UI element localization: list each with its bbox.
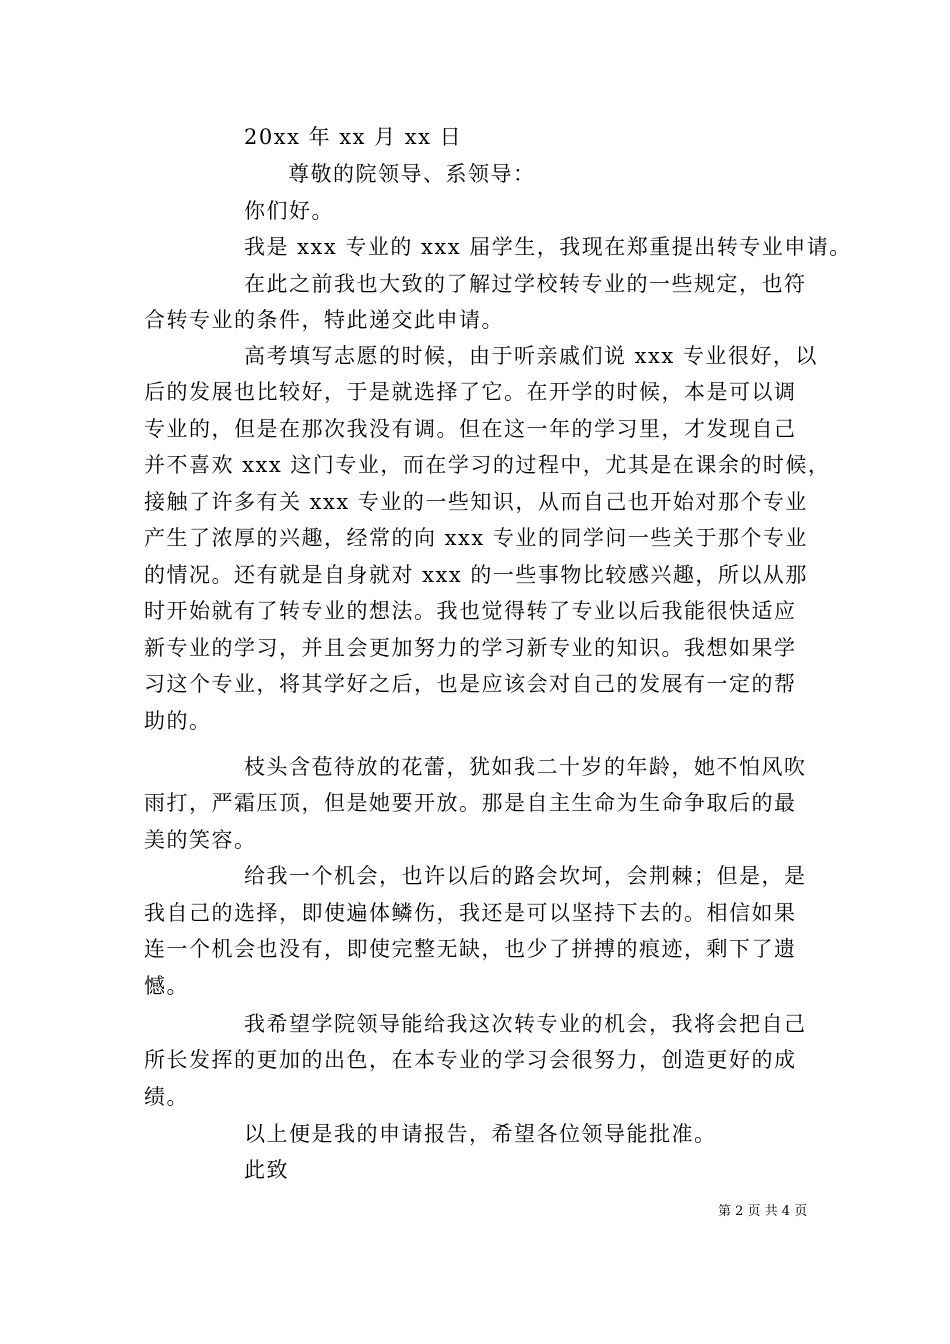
body-line: 所长发挥的更加的出色，在本专业的学习会很努力，创造更好的成 — [144, 1048, 797, 1072]
closing-line: 此致 — [244, 1158, 289, 1182]
body-line: 合转专业的条件，特此递交此申请。 — [144, 308, 504, 332]
body-line: 绩。 — [144, 1085, 189, 1109]
body-line: 助的。 — [144, 709, 212, 733]
body-line: 我自己的选择，即使遍体鳞伤，我还是可以坚持下去的。相信如果 — [144, 901, 797, 925]
body-line: 的情况。还有就是自身就对 xxx 的一些事物比较感兴趣，所以从那 — [144, 563, 808, 587]
body-line: 接触了许多有关 xxx 专业的一些知识，从而自己也开始对那个专业 — [144, 490, 808, 514]
body-line: 习这个专业，将其学好之后，也是应该会对自己的发展有一定的帮 — [144, 672, 797, 696]
body-line: 美的笑容。 — [144, 828, 257, 852]
greeting-line: 你们好。 — [244, 199, 334, 223]
body-line: 专业的，但是在那次我没有调。但在这一年的学习里，才发现自己 — [144, 417, 797, 441]
body-line: 雨打，严霜压顶，但是她要开放。那是自主生命为生命争取后的最 — [144, 791, 797, 815]
body-line: 并不喜欢 xxx 这门专业，而在学习的过程中，尤其是在课余的时候， — [144, 453, 831, 477]
body-line: 枝头含苞待放的花蕾，犹如我二十岁的年龄，她不怕风吹 — [244, 755, 807, 779]
body-line: 我希望学院领导能给我这次转专业的机会，我将会把自己 — [244, 1012, 807, 1036]
body-line: 我是 xxx 专业的 xxx 届学生，我现在郑重提出转专业申请。 — [244, 235, 852, 259]
body-line: 时开始就有了转专业的想法。我也觉得转了专业以后我能很快适应 — [144, 599, 797, 623]
salutation-line: 尊敬的院领导、系领导： — [288, 162, 536, 186]
body-line: 憾。 — [144, 974, 189, 998]
page-number: 第 2 页 共 4 页 — [718, 1204, 808, 1219]
body-line: 产生了浓厚的兴趣，经常的向 xxx 专业的同学问一些关于那个专业 — [144, 526, 808, 550]
body-line: 高考填写志愿的时候，由于听亲戚们说 xxx 专业很好，以 — [244, 344, 818, 368]
body-line: 在此之前我也大致的了解过学校转专业的一些规定，也符 — [244, 272, 807, 296]
body-line: 新专业的学习，并且会更加努力的学习新专业的知识。我想如果学 — [144, 636, 797, 660]
date-line: 20xx 年 xx 月 xx 日 — [244, 125, 463, 149]
body-line: 后的发展也比较好，于是就选择了它。在开学的时候，本是可以调 — [144, 380, 797, 404]
body-line: 以上便是我的申请报告，希望各位领导能批准。 — [244, 1122, 717, 1146]
body-line: 给我一个机会，也许以后的路会坎坷，会荆棘；但是，是 — [244, 864, 807, 888]
body-line: 连一个机会也没有，即使完整无缺，也少了拼搏的痕迹，剩下了遗 — [144, 937, 797, 961]
